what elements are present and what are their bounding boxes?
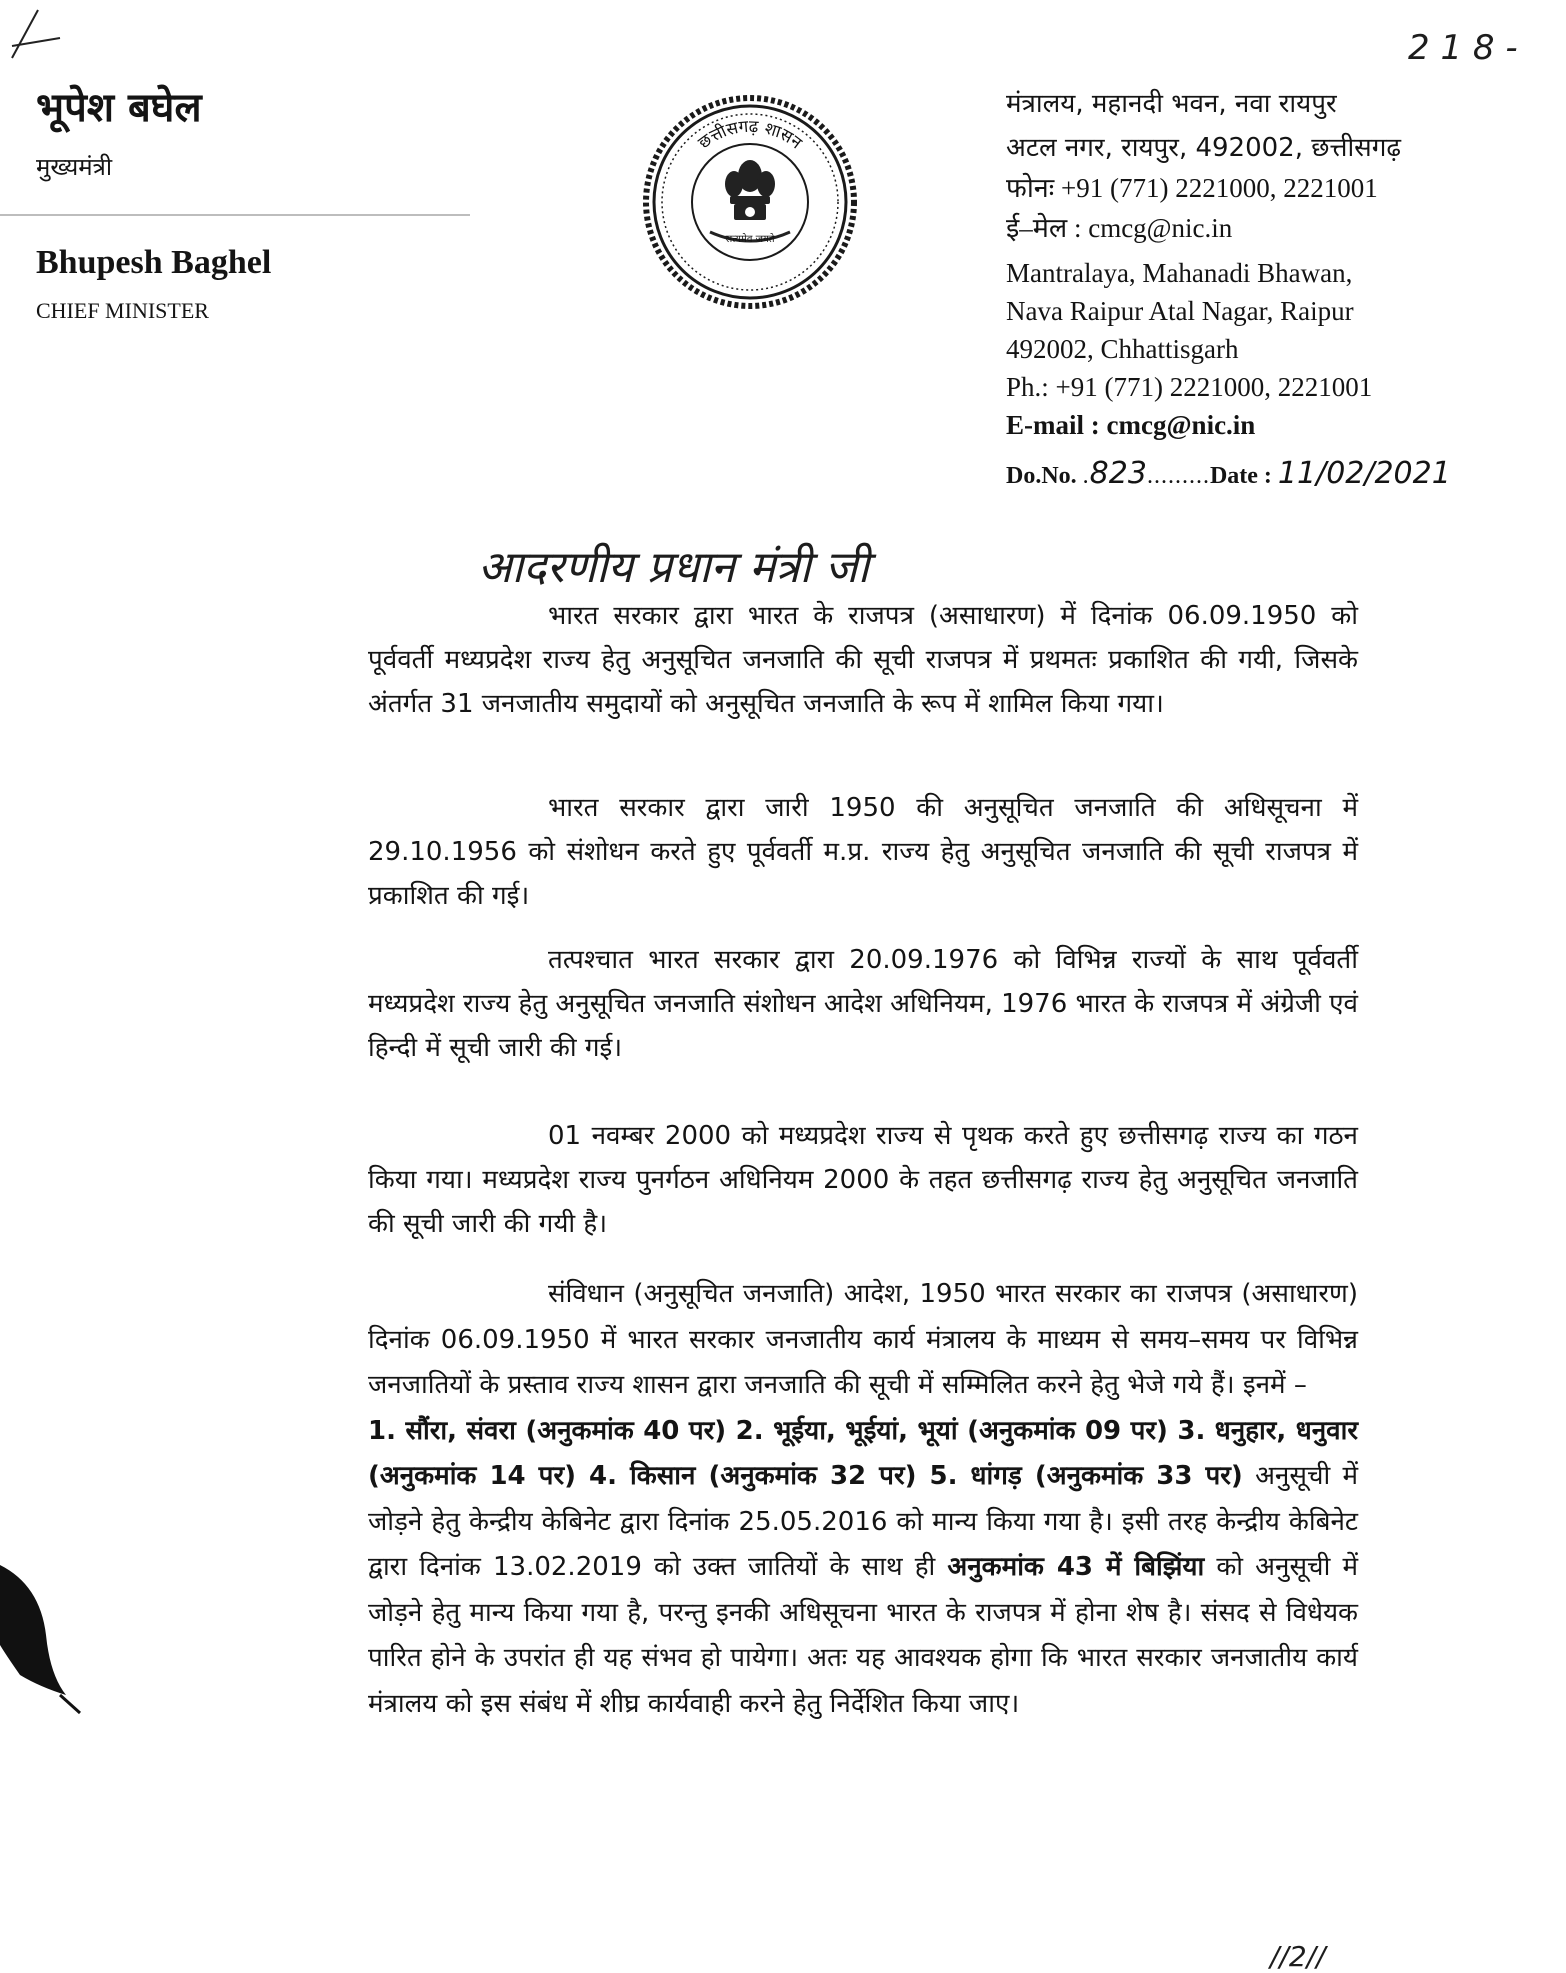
- ink-smudge: [0, 1555, 90, 1715]
- seal-ring-text: छत्तीसगढ़ शासन: [694, 116, 806, 154]
- date-label: Date :: [1209, 463, 1272, 489]
- phone-english: Ph.: +91 (771) 2221000, 2221001: [1006, 372, 1373, 402]
- paragraph-4: 01 नवम्बर 2000 को मध्यप्रदेश राज्य से पृथक करते हुए छत्तीसगढ़ राज्य का गठन किया गया। मध्यप्रदेश राज्य पुनर्गठन अधिनियम 2000 के तहत छत्तीसगढ़ राज्य हेतु अनुसूचित जनजाति की सूची जारी की गयी है।: [368, 1121, 1358, 1239]
- p5-intro: संविधान (अनुसूचित जनजाति) आदेश, 1950 भारत सरकार का राजपत्र (असाधारण) दिनांक 06.09.1950 में भारत सरकार जनजातीय कार्य मंत्रालय के माध्यम से समय–समय पर विभिन्न जनजातियों के प्रस्ताव राज्य शासन द्वारा जनजाति की सूची में सम्मिलित करने हेतु भेजे गये हैं। इनमें –: [368, 1279, 1358, 1400]
- address-english-line-1: Mantralaya, Mahanadi Bhawan,: [1006, 258, 1353, 288]
- date-value: 11/02/2021: [1277, 456, 1451, 491]
- phone-hindi: फोनः +91 (771) 2221000, 2221001: [1006, 173, 1378, 203]
- reference-number-line: Do.No. .823.........Date : 11/02/2021: [1006, 456, 1451, 491]
- sender-title-english: CHIEF MINISTER: [36, 298, 209, 323]
- header-divider: [0, 214, 470, 216]
- sender-name-english: Bhupesh Baghel: [36, 244, 272, 281]
- page-number-handwritten: 2 1 8 -: [1408, 28, 1518, 68]
- sender-name-hindi: भूपेश बघेल: [36, 85, 202, 131]
- corner-pen-mark: [4, 6, 64, 66]
- address-hindi-line-2: अटल नगर, रायपुर, 492002, छत्तीसगढ़: [1006, 133, 1402, 163]
- p5-bold-bijhiya: अनुकमांक 43 में बिझिंया: [947, 1552, 1205, 1582]
- continuation-mark: //2//: [1270, 1940, 1326, 1973]
- lion-capital-icon: [710, 160, 790, 241]
- p5-mid: अनुसूची में जोड़ने हेतु केन्द्रीय केबिनेट द्वारा दिनांक 25.05.2016 को मान्य किया गया है। इसी तरह केन्द्रीय केबिनेट द्वारा दिनांक 13.02.2019 को उक्त जातियों के साथ ही: [368, 1461, 1358, 1582]
- email-english: E-mail : cmcg@nic.in: [1006, 410, 1256, 440]
- do-number-value: 823: [1089, 456, 1147, 491]
- address-hindi-line-1: मंत्रालय, महानदी भवन, नवा रायपुर: [1006, 89, 1337, 119]
- address-english-line-2: Nava Raipur Atal Nagar, Raipur: [1006, 296, 1354, 326]
- paragraph-5: [368, 1272, 1358, 1727]
- address-english-line-3: 492002, Chhattisgarh: [1006, 334, 1239, 364]
- paragraph-1: भारत सरकार द्वारा भारत के राजपत्र (असाधारण) में दिनांक 06.09.1950 को पूर्ववर्ती मध्यप्रदेश राज्य हेतु अनुसूचित जनजाति की सूची राजपत्र में प्रथमतः प्रकाशित की गयी, जिसके अंतर्गत 31 जनजातीय समुदायों को अनुसूचित जनजाति के रूप में शामिल किया गया।: [368, 601, 1358, 719]
- p5-tribe-list: 1. सौंरा, संवरा (अनुकमांक 40 पर) 2. भूईया, भूईयां, भूयां (अनुकमांक 09 पर) 3. धनुहार, धनुवार (अनुकमांक 14 पर) 4. किसान (अनुकमांक 32 पर) 5. धांगड़ (अनुकमांक 33 पर): [368, 1415, 1358, 1491]
- paragraph-2: भारत सरकार द्वारा जारी 1950 की अनुसूचित जनजाति की अधिसूचना में 29.10.1956 को संशोधन करते हुए पूर्ववर्ती म.प्र. राज्य हेतु अनुसूचित जनजाति की सूची राजपत्र में प्रकाशित की गई।: [368, 793, 1358, 911]
- paragraph-3: तत्पश्चात भारत सरकार द्वारा 20.09.1976 को विभिन्न राज्यों के साथ पूर्ववर्ती मध्यप्रदेश राज्य हेतु अनुसूचित जनजाति संशोधन आदेश अधिनियम, 1976 भारत के राजपत्र में अंग्रेजी एवं हिन्दी में सूची जारी की गई।: [368, 945, 1359, 1063]
- do-number-label: Do.No.: [1006, 463, 1077, 489]
- salutation-handwritten: आदरणीय प्रधान मंत्री जी: [478, 542, 869, 593]
- sender-title-hindi: मुख्यमंत्री: [36, 153, 113, 181]
- email-hindi: ई–मेल : cmcg@nic.in: [1006, 213, 1233, 243]
- seal-motto: सत्यमेव जयते: [725, 234, 775, 245]
- p5-rest: को अनुसूची में जोड़ने हेतु मान्य किया गया है, परन्तु इनकी अधिसूचना भारत के राजपत्र में होना शेष है। संसद से विधेयक पारित होने के उपरांत ही यह संभव हो पायेगा। अतः यह आवश्यक होगा कि भारत सरकार जनजातीय कार्य मंत्रालय को इस संबंध में शीघ्र कार्यवाही करने हेतु निर्देशित किया जाए।: [368, 1552, 1358, 1719]
- state-emblem-seal: [640, 92, 860, 312]
